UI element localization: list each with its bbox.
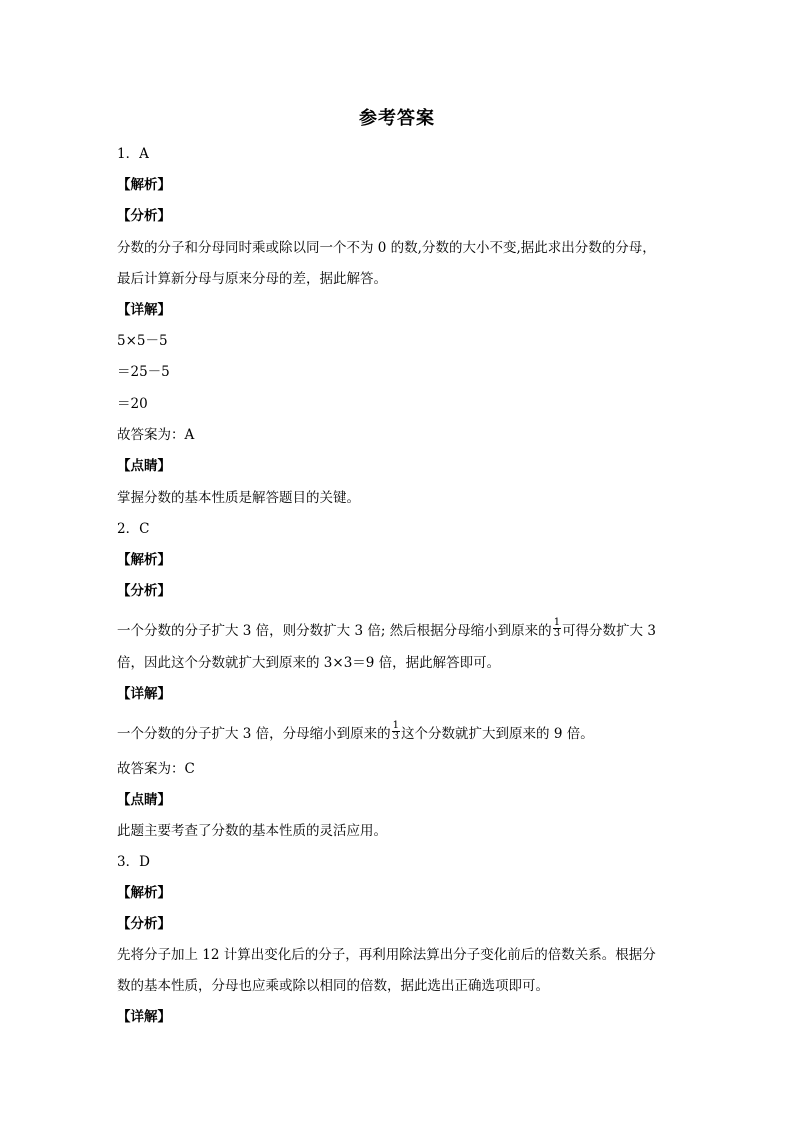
q1-heading-fenxi: 【分析】 — [117, 208, 171, 224]
q2-detail-a: 一个分数的分子扩大 3 倍，分母缩小到原来的 — [117, 726, 391, 742]
q2-heading-dianjing: 【点睛】 — [117, 792, 171, 808]
q1-heading-dianjing: 【点睛】 — [117, 458, 171, 474]
q2-analysis-line2: 倍，因此这个分数就扩大到原来的 3×3＝9 倍，据此解答即可。 — [117, 655, 501, 671]
q2-analysis-line1-b: 可得分数扩大 3 — [562, 623, 656, 639]
fraction-numerator: 1 — [392, 720, 400, 731]
q1-step1: 5×5－5 — [117, 333, 168, 349]
q2-analysis-line1 — [117, 617, 656, 642]
q1-heading-xiangjie: 【详解】 — [117, 302, 171, 318]
q2-detail-b: 这个分数就扩大到原来的 9 倍。 — [401, 726, 594, 742]
q1-analysis-line2: 最后计算新分母与原来分母的差，据此解答。 — [117, 271, 387, 287]
q2-number: 2．C — [117, 521, 150, 537]
q2-heading-xiangjie: 【详解】 — [117, 686, 171, 702]
fraction-one-third — [553, 618, 561, 639]
fraction-denominator: 3 — [392, 731, 400, 742]
q2-answer: 故答案为：C — [117, 761, 195, 777]
q1-step2: ＝25－5 — [117, 364, 170, 380]
q2-heading-fenxi: 【分析】 — [117, 583, 171, 599]
fraction-denominator: 3 — [553, 628, 561, 639]
q3-heading-fenxi: 【分析】 — [117, 916, 171, 932]
q1-comment: 掌握分数的基本性质是解答题目的关键。 — [117, 490, 360, 506]
q3-heading-xiangjie: 【详解】 — [117, 1009, 171, 1025]
q2-heading-jiexi: 【解析】 — [117, 552, 171, 568]
q3-heading-jiexi: 【解析】 — [117, 885, 171, 901]
q3-analysis-line2: 数的基本性质，分母也应乘或除以相同的倍数，据此选出正确选项即可。 — [117, 978, 549, 994]
q1-analysis-line1: 分数的分子和分母同时乘或除以同一个不为 0 的数,分数的大小不变,据此求出分数的分母， — [117, 240, 656, 256]
q3-number: 3．D — [117, 854, 150, 870]
q2-detail — [117, 720, 594, 745]
q1-step3: ＝20 — [117, 396, 148, 412]
q3-analysis-line1: 先将分子加上 12 计算出变化后的分子，再利用除法算出分子变化前后的倍数关系。根据分 — [117, 947, 656, 963]
q1-answer: 故答案为：A — [117, 427, 195, 443]
q2-comment: 此题主要考查了分数的基本性质的灵活应用。 — [117, 823, 387, 839]
fraction-one-third — [392, 721, 400, 742]
fraction-numerator: 1 — [553, 617, 561, 628]
page-title: 参考答案 — [359, 108, 435, 129]
q1-heading-jiexi: 【解析】 — [117, 177, 171, 193]
q1-number: 1．A — [117, 146, 149, 162]
q2-analysis-line1-a: 一个分数的分子扩大 3 倍，则分数扩大 3 倍; 然后根据分母缩小到原来的 — [117, 623, 552, 639]
